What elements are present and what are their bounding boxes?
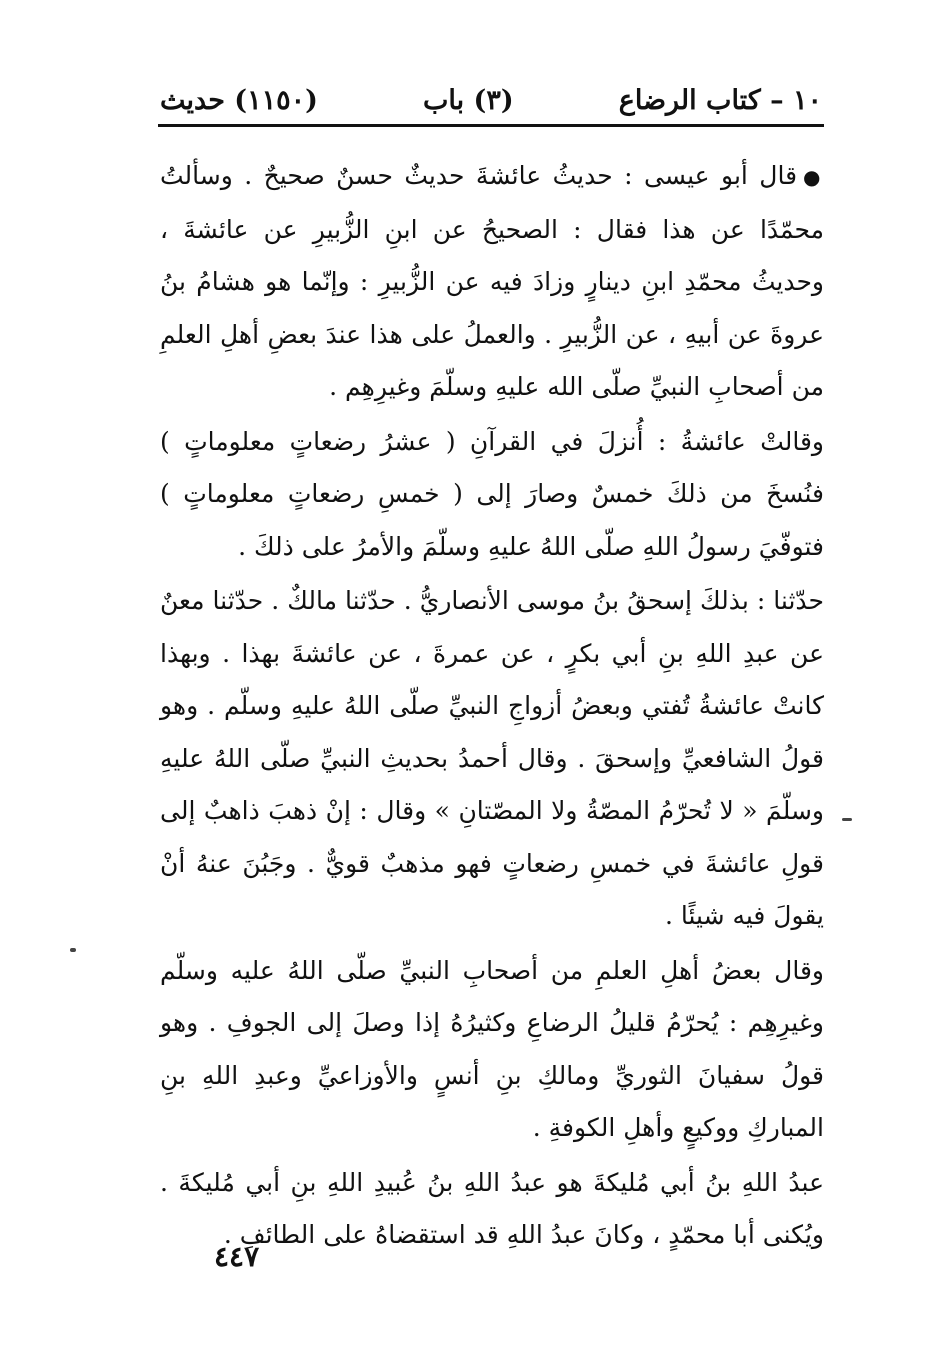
- paragraph-text: وقال بعضُ أهلِ العلمِ من أصحابِ النبيِّ صلّى اللهُ عليه وسلّم وغيرِهِم : يُحرّمُ قليلُ الرضاعِ وكثيرُهُ إذا وصلَ إلى الجوفِ . وهو قولُ سفيانَ الثوريِّ ومالكِ بنِ أنسٍ والأوزاعيِّ وعبدِ اللهِ بنِ المباركِ ووكيعٍ وأهلِ الكوفةِ .: [160, 955, 824, 1142]
- paragraph-aisha: [160, 416, 824, 574]
- paragraph-scholars: [160, 945, 824, 1155]
- bullet-icon: ●: [803, 165, 825, 189]
- running-header: [160, 78, 822, 122]
- section-label: (٣) باب: [423, 84, 514, 116]
- paragraph-text: قال أبو عيسى : حديثُ عائشةَ حديثٌ حسنٌ صحيحٌ . وسألتُ محمّدًا عن هذا فقال : الصحيحُ عن ابنِ الزُّبيرِ عن عائشةَ ، وحديثُ محمّدِ ابنِ دينارٍ وزادَ فيه عن الزُّبيرِ : وإنّما هو هشامُ بنُ عروةَ عن أبيهِ ، عن الزُّبيرِ . والعملُ على هذا عندَ بعضِ أهلِ العلمِ من أصحابِ النبيِّ صلّى الله عليهِ وسلّمَ وغيرِهِم .: [160, 161, 824, 401]
- paragraph-commentary: [160, 150, 824, 414]
- main-text: [160, 150, 824, 1262]
- page-number: ٤٤٧: [214, 1240, 260, 1273]
- chapter-title: ١٠ – كتاب الرضاع: [618, 84, 822, 116]
- scan-speck: [842, 818, 852, 821]
- scan-speck: [70, 948, 76, 952]
- paragraph-text: عبدُ اللهِ بنُ أبي مُليكةَ هو عبدُ اللهِ بنُ عُبيدِ اللهِ بنِ أبي مُليكةَ . ويُكنى أبا محمّدٍ ، وكانَ عبدُ اللهِ قد استقضاهُ على الطائفِ .: [160, 1167, 824, 1249]
- paragraph-text: حدّثنا : بذلكَ إسحقُ بنُ موسى الأنصاريُّ . حدّثنا مالكٌ . حدّثنا معنٌ عن عبدِ اللهِ بنِ أبي بكرٍ ، عن عمرةَ ، عن عائشةَ بهذا . وبهذا كانتْ عائشةُ تُفتي وبعضُ أزواجِ النبيِّ صلّى اللهُ عليهِ وسلّم . وهو قولُ الشافعيِّ وإسحقَ . وقال أحمدُ بحديثِ النبيِّ صلّى اللهُ عليهِ وسلّمَ « لا تُحرّمُ المصّةُ ولا المصّتانِ » وقال : إنْ ذهبَ ذاهبٌ إلى قولِ عائشةَ في خمسِ رضعاتٍ فهو مذهبٌ قويٌّ . وجَبُنَ عنهُ أنْ يقولَ فيه شيئًا .: [160, 586, 824, 930]
- paragraph-text: وقالتْ عائشةُ : أُنزلَ في القرآنِ ( عشرُ رضعاتٍ معلوماتٍ ) فنُسخَ من ذلكَ خمسٌ وصارَ إلى ( خمسِ رضعاتٍ معلوماتٍ ) فتوفّيَ رسولُ اللهِ صلّى اللهُ عليهِ وسلّمَ والأمرُ على ذلكَ .: [160, 426, 824, 561]
- header-rule: [158, 124, 824, 127]
- hadith-number: (١١٥٠) حديث: [160, 84, 318, 116]
- paragraph-narrator-note: [160, 1157, 824, 1262]
- paragraph-isnad: [160, 575, 824, 943]
